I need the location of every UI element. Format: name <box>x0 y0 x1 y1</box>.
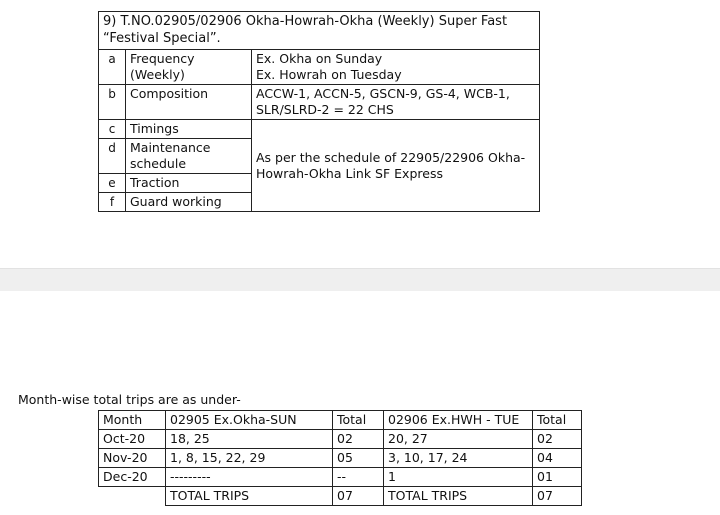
month-cell: Nov-20 <box>99 449 166 468</box>
hwh-total: 01 <box>533 468 582 487</box>
monthwise-trips-table <box>98 410 582 506</box>
row-value-composition: ACCW-1, ACCN-5, GSCN-9, GS-4, WCB-1, SLR/SLRD-2 = 22 CHS <box>252 85 540 120</box>
table-row <box>99 468 582 487</box>
frequency-line-2: Ex. Howrah on Tuesday <box>256 67 402 82</box>
okha-dates: --------- <box>166 468 333 487</box>
spec-heading-row <box>99 12 540 50</box>
row-label-composition: Composition <box>126 85 252 120</box>
row-value-frequency <box>252 50 540 85</box>
row-label-timings: Timings <box>126 120 252 139</box>
hwh-dates: 3, 10, 17, 24 <box>384 449 533 468</box>
row-label-traction: Traction <box>126 174 252 193</box>
blank-cell <box>99 487 166 506</box>
row-key: a <box>99 50 126 85</box>
hwh-dates: 1 <box>384 468 533 487</box>
hwh-total: 04 <box>533 449 582 468</box>
row-key: c <box>99 120 126 139</box>
spec-heading: 9) T.NO.02905/02906 Okha-Howrah-Okha (Weekly) Super Fast “Festival Special”. <box>99 12 540 50</box>
table-row <box>99 430 582 449</box>
page-separator <box>0 268 720 292</box>
okha-dates: 1, 8, 15, 22, 29 <box>166 449 333 468</box>
spec-row-a <box>99 50 540 85</box>
row-label-guard: Guard working <box>126 193 252 212</box>
total-value-hwh: 07 <box>533 487 582 506</box>
month-cell: Dec-20 <box>99 468 166 487</box>
header-total-1: Total <box>333 411 384 430</box>
okha-total: -- <box>333 468 384 487</box>
hwh-total: 02 <box>533 430 582 449</box>
okha-total: 02 <box>333 430 384 449</box>
spec-row-b <box>99 85 540 120</box>
row-label-maintenance: Maintenance schedule <box>126 139 252 174</box>
table-row <box>99 449 582 468</box>
row-key: f <box>99 193 126 212</box>
header-month: Month <box>99 411 166 430</box>
shared-schedule-value: As per the schedule of 22905/22906 Okha-Howrah-Okha Link SF Express <box>252 120 540 212</box>
header-okha: 02905 Ex.Okha-SUN <box>166 411 333 430</box>
spec-row-c <box>99 120 540 139</box>
total-label-hwh: TOTAL TRIPS <box>384 487 533 506</box>
totals-row <box>99 487 582 506</box>
okha-dates: 18, 25 <box>166 430 333 449</box>
okha-total: 05 <box>333 449 384 468</box>
total-value-okha: 07 <box>333 487 384 506</box>
trips-header-row <box>99 411 582 430</box>
header-total-2: Total <box>533 411 582 430</box>
monthwise-caption: Month-wise total trips are as under- <box>18 392 241 407</box>
header-hwh: 02906 Ex.HWH - TUE <box>384 411 533 430</box>
row-key: b <box>99 85 126 120</box>
month-cell: Oct-20 <box>99 430 166 449</box>
total-label-okha: TOTAL TRIPS <box>166 487 333 506</box>
hwh-dates: 20, 27 <box>384 430 533 449</box>
row-label-frequency: Frequency (Weekly) <box>126 50 252 85</box>
row-key: d <box>99 139 126 174</box>
row-key: e <box>99 174 126 193</box>
train-spec-table <box>98 11 540 212</box>
frequency-line-1: Ex. Okha on Sunday <box>256 51 383 66</box>
